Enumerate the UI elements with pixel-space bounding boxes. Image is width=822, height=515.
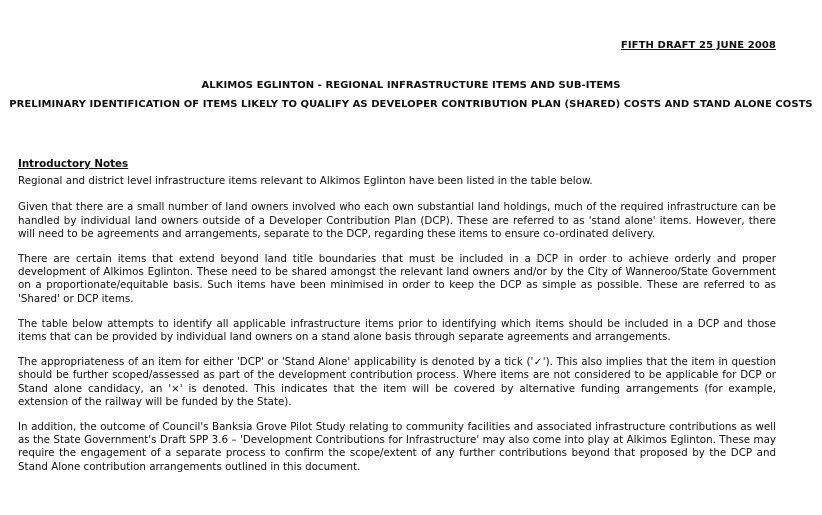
intro-heading: Introductory Notes <box>18 158 129 170</box>
intro-paragraph: There are certain items that extend beyond land title boundaries that must be included in a DCP in order to achieve orderly and proper development of Alkimos Eglinton. These need to be shared amongst the relevant land owners and/or by the City of Wanneroo/State Government on a proportionate/equitable basis. Such items have been minimised in order to keep the DCP as simple as possible. These are referred to as 'Shared' or DCP items. <box>18 253 776 305</box>
intro-paragraph: The appropriateness of an item for either 'DCP' or 'Stand Alone' applicability is denoted by a tick ('✓'). This also implies that the item in question should be further scoped/assessed as part of the development contribution process. Where items are not considered to be applicable for DCP or Stand alone candidacy, an '×' is denoted. This indicates that the item will be covered by alternative funding arrangements (for example, extension of the railway will be funded by the State). <box>18 356 776 408</box>
document-title: ALKIMOS EGLINTON - REGIONAL INFRASTRUCTURE ITEMS AND SUB-ITEMS <box>201 80 621 91</box>
document-subtitle: PRELIMINARY IDENTIFICATION OF ITEMS LIKELY TO QUALIFY AS DEVELOPER CONTRIBUTION PLAN (SHARED) COSTS AND STAND ALONE COSTS <box>9 99 813 110</box>
intro-paragraph: Given that there are a small number of land owners involved who each own substantial land holdings, much of the required infrastructure can be handled by individual land owners outside of a Developer Contribution Plan (DCP). These are referred to as 'stand alone' items. However, there will need to be agreements and arrangements, separate to the DCP, regarding these items to ensure co-ordinated delivery. <box>18 201 776 240</box>
intro-paragraph: The table below attempts to identify all applicable infrastructure items prior to identifying which items should be included in a DCP and those items that can be provided by individual land owners on a stand alone basis through separate agreements and arrangements. <box>18 317 776 344</box>
intro-section <box>18 158 776 486</box>
draft-label: FIFTH DRAFT 25 JUNE 2008 <box>620 40 776 51</box>
intro-paragraph: In addition, the outcome of Council's Banksia Grove Pilot Study relating to community facilities and associated infrastructure contributions as well as the State Government's Draft SPP 3.6 – 'Development Contributions for Infrastructure' may also come into play at Alkimos Eglinton. These may require the engagement of a separate process to confirm the scope/extent of any further contributions beyond that proposed by the DCP and Stand Alone contribution arrangements outlined in this document. <box>18 421 776 473</box>
intro-paragraph: Regional and district level infrastructure items relevant to Alkimos Eglinton have been listed in the table below. <box>18 175 593 188</box>
